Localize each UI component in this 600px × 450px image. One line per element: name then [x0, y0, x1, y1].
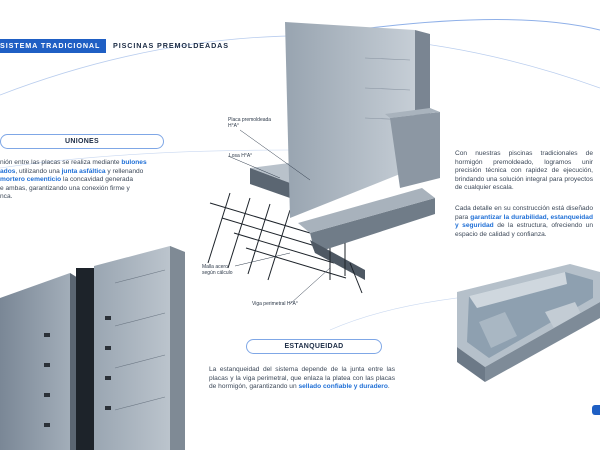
section-active-label: SISTEMA TRADICIONAL [0, 41, 101, 50]
section-title: PISCINAS PREMOLDEADAS [113, 41, 229, 50]
label-placa: Placa premoldeada H°A° [228, 117, 272, 129]
label-viga: Viga perimetral H°A° [252, 301, 298, 307]
page-corner-accent [592, 405, 600, 415]
label-losa: Losa H°A° [229, 153, 253, 159]
uniones-heading [0, 134, 164, 149]
label-malla: Malla acero según cálculo [202, 264, 233, 276]
uniones-title: UNIONES [65, 138, 99, 145]
estanqueidad-title: ESTANQUEIDAD [284, 343, 344, 350]
estanqueidad-heading [246, 339, 382, 354]
panel-joint-illustration [0, 238, 200, 450]
intro-paragraph: Con nuestras piscinas tradicionales de hormigón premoldeado, logramos unir precisión técnica con rapidez de ejecución, brindando una solución integral para proyectos de cualquier escala. [455, 150, 593, 192]
pool-model-illustration [455, 262, 600, 392]
section-tab-active [0, 39, 106, 53]
detail-paragraph: Cada detalle en su construcción está diseñado para garantizar la durabilidad, estanqueidad y seguridad de la estructura, ofreciendo un espacio de calidad y confianza. [455, 205, 594, 238]
uniones-paragraph: nión entre las placas se realiza mediante bulones ados, utilizando una junta asfáltica y rellenando mortero cementicio la concavidad generada e ambas, garantizando una conexión firme y nca. [0, 159, 147, 201]
estanqueidad-paragraph: La estanqueidad del sistema depende de la junta entre las placas y la viga perimetral, que enlaza la platea con las placas de hormigón, garantizando un sellado confiable y duradero. [209, 366, 395, 391]
